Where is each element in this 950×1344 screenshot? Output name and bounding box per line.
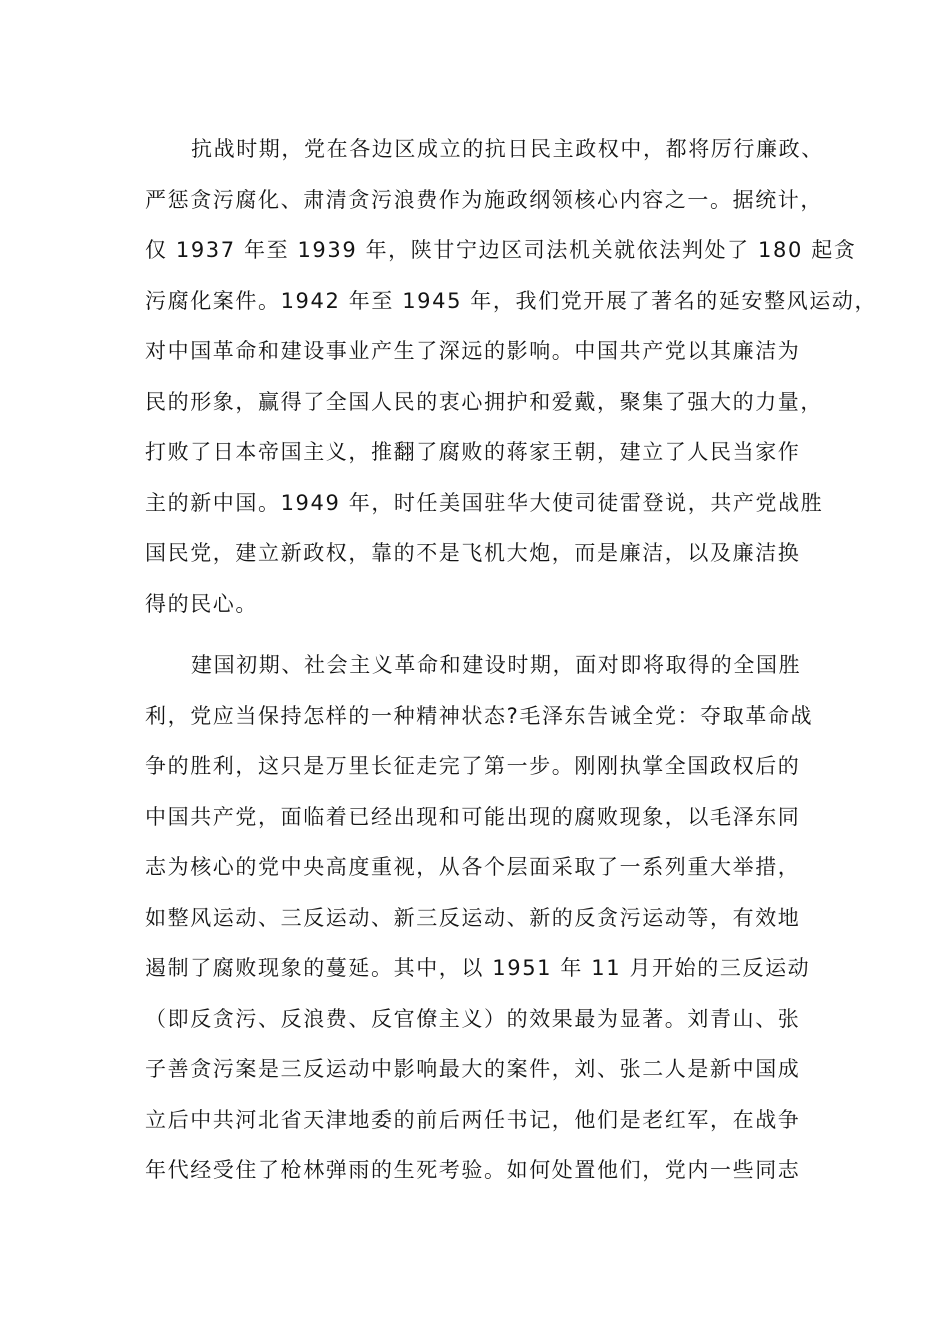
text-line: 严惩贪污腐化、肃清贪污浪费作为施政纲领核心内容之一。据统计， — [145, 187, 823, 212]
paragraph-early-prc-period — [145, 640, 825, 1196]
text-line: 国民党，建立新政权，靠的不是飞机大炮，而是廉洁，以及廉洁换 — [145, 541, 801, 565]
text-line: 抗战时期，党在各边区成立的抗日民主政权中，都将厉行廉政、 — [191, 137, 824, 161]
text-line: 争的胜利，这只是万里长征走完了第一步。刚刚执掌全国政权后的 — [145, 754, 801, 778]
text-line: （即反贪污、反浪费、反官僚主义）的效果最为显著。刘青山、张 — [145, 1006, 801, 1031]
text-line: 仅 1937 年至 1939 年，陕甘宁边区司法机关就依法判处了 180 起贪 — [145, 238, 857, 262]
text-line: 打败了日本帝国主义，推翻了腐败的蒋家王朝，建立了人民当家作 — [145, 440, 801, 464]
paragraph-anti-japanese-war-period — [145, 124, 878, 629]
text-line: 对中国革命和建设事业产生了深远的影响。中国共产党以其廉洁为 — [145, 339, 801, 363]
text-line: 污腐化案件。1942 年至 1945 年，我们党开展了著名的延安整风运动， — [145, 288, 878, 313]
text-line: 子善贪污案是三反运动中影响最大的案件，刘、张二人是新中国成 — [145, 1057, 801, 1081]
text-line: 利，党应当保持怎样的一种精神状态?毛泽东告诫全党：夺取革命战 — [145, 703, 814, 728]
text-line: 如整风运动、三反运动、新三反运动、新的反贪污运动等，有效地 — [145, 905, 801, 930]
text-line: 得的民心。 — [145, 591, 258, 616]
text-line: 年代经受住了枪林弹雨的生死考验。如何处置他们，党内一些同志 — [145, 1158, 801, 1182]
text-line: 建国初期、社会主义革命和建设时期，面对即将取得的全国胜 — [191, 653, 802, 677]
text-line: 志为核心的党中央高度重视，从各个层面采取了一系列重大举措， — [145, 855, 801, 879]
text-line: 遏制了腐败现象的蔓延。其中，以 1951 年 11 月开始的三反运动 — [145, 956, 811, 980]
text-line: 立后中共河北省天津地委的前后两任书记，他们是老红军，在战争 — [145, 1107, 801, 1132]
text-line: 民的形象，赢得了全国人民的衷心拥护和爱戴，聚集了强大的力量， — [145, 389, 823, 414]
text-line: 中国共产党，面临着已经出现和可能出现的腐败现象，以毛泽东同 — [145, 804, 801, 829]
text-line: 主的新中国。1949 年，时任美国驻华大使司徒雷登说，共产党战胜 — [145, 490, 824, 515]
